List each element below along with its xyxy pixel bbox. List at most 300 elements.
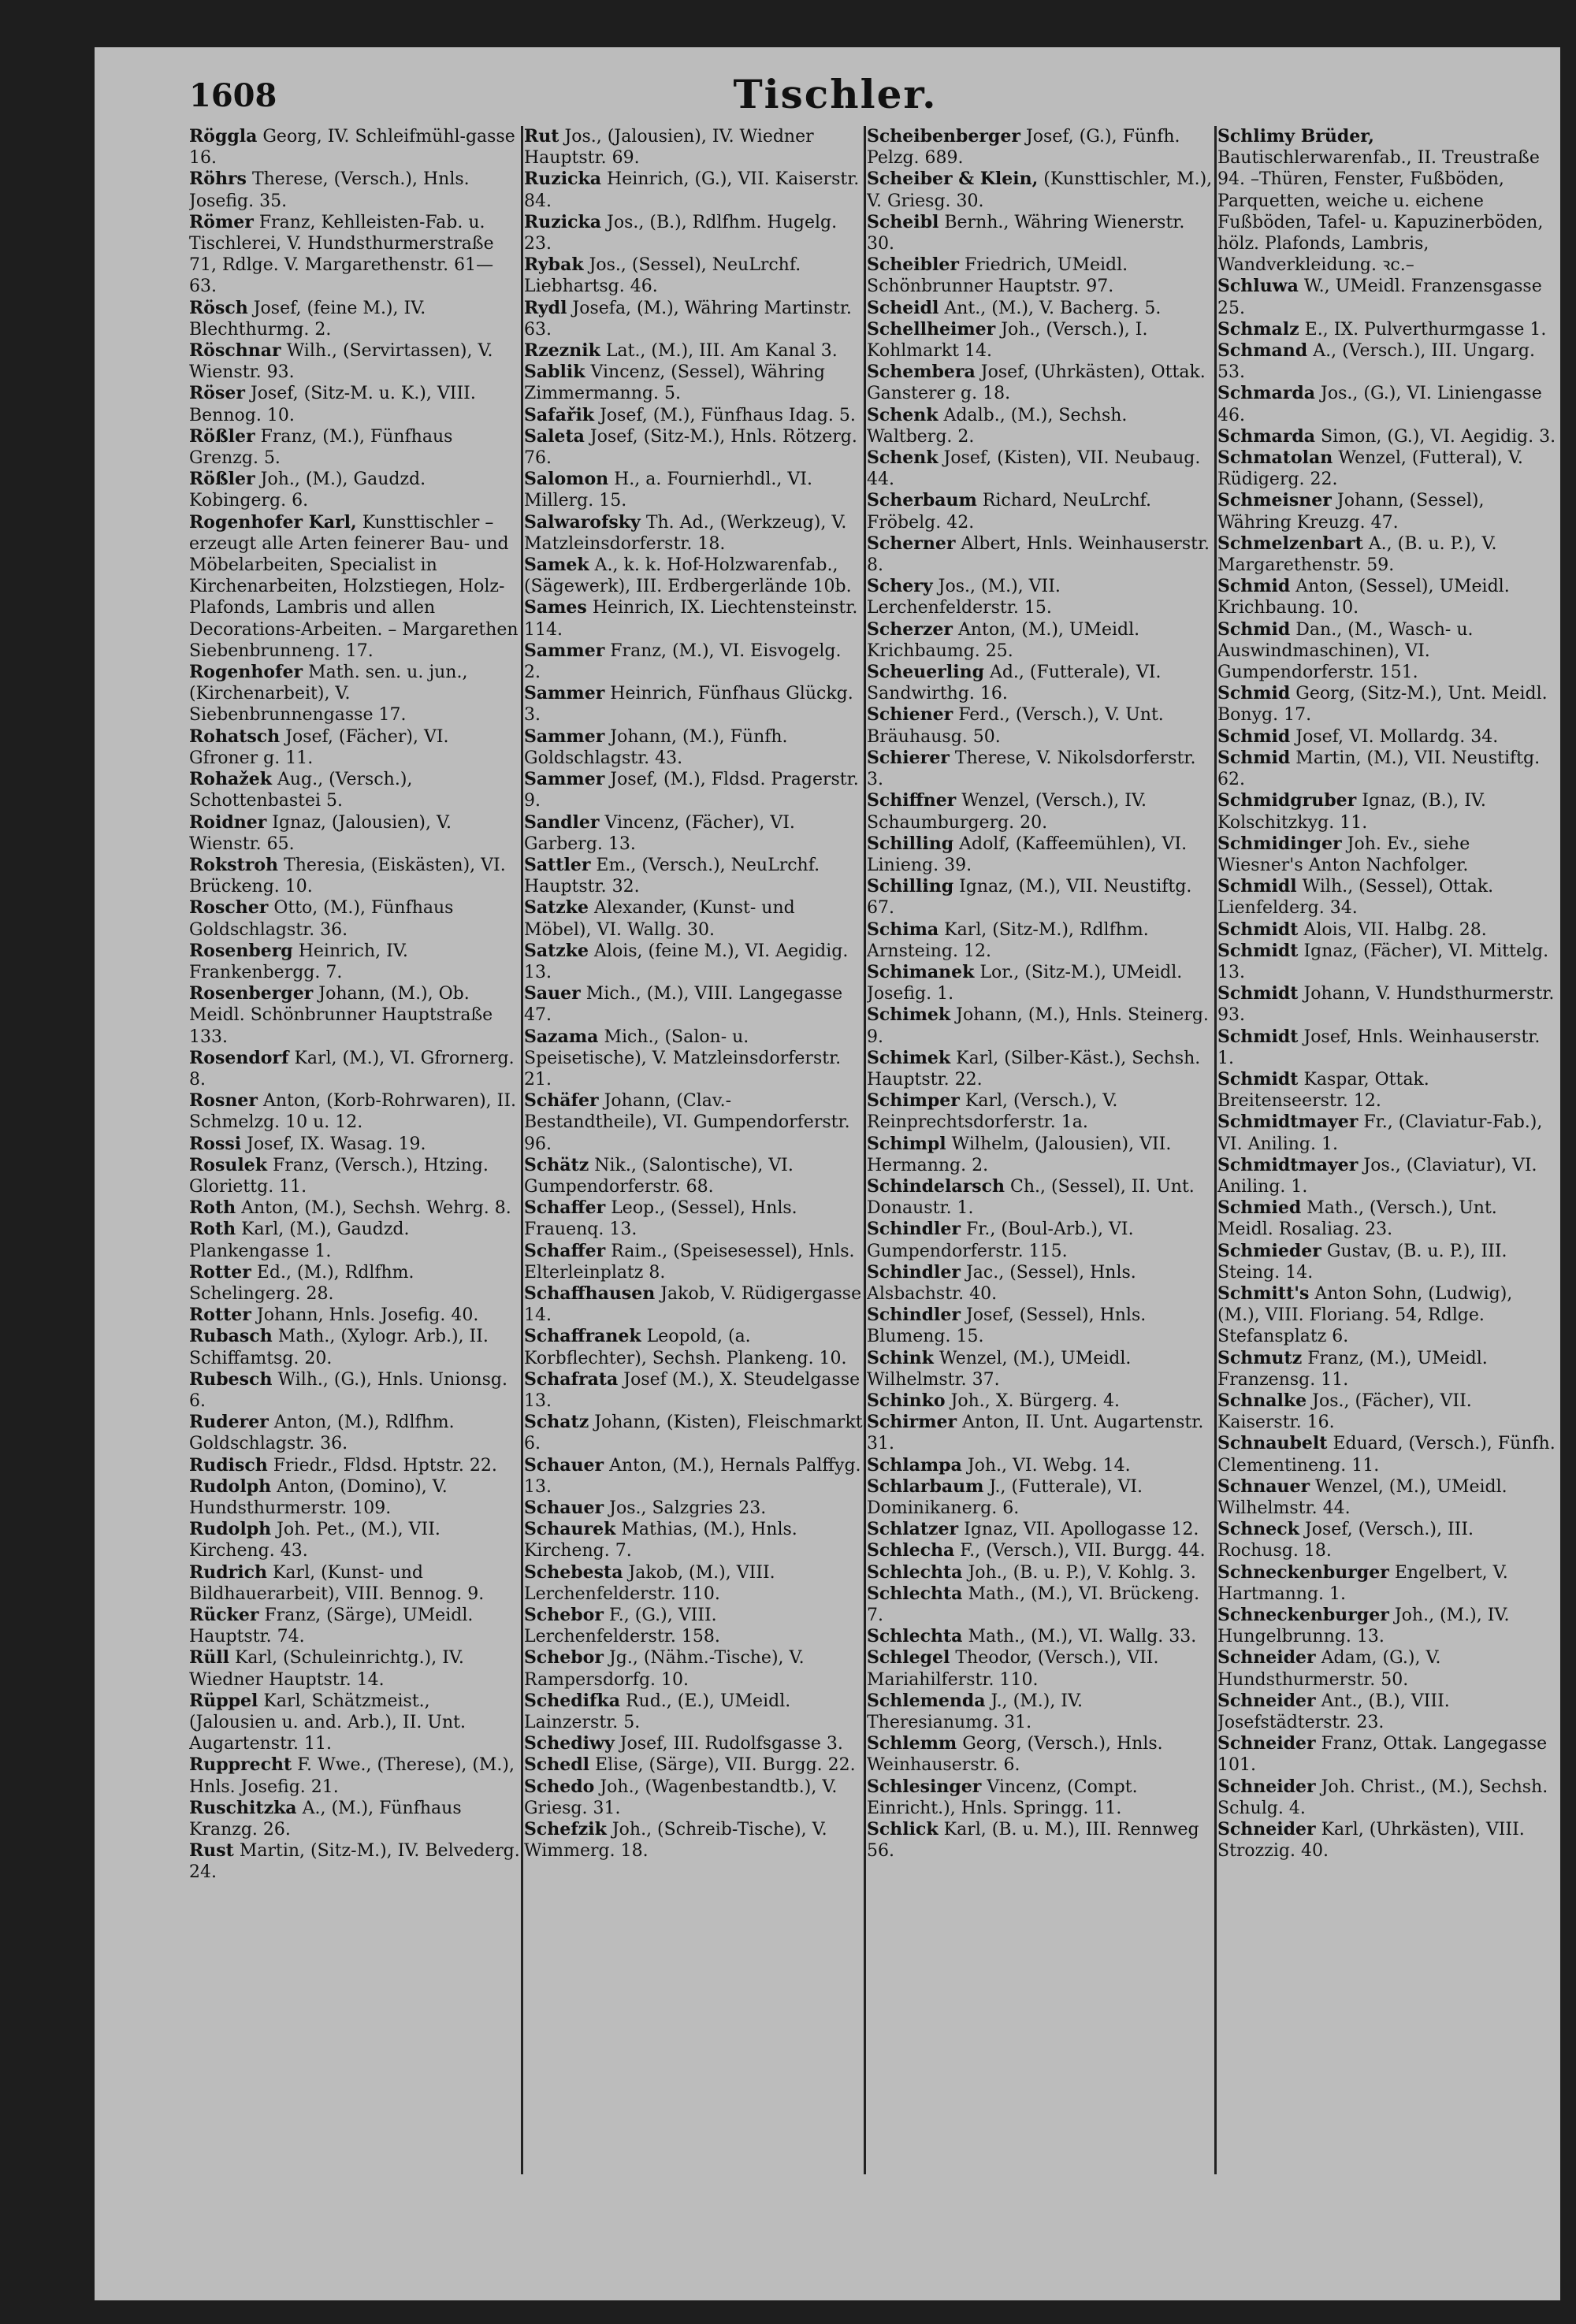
- entry-details: Martin, (Sitz-M.), IV. Belvederg. 24.: [189, 1841, 520, 1883]
- entry-name: Scheiber & Klein,: [867, 169, 1039, 190]
- entry-details: Richard, NeuLrchf. Fröbelg. 42.: [867, 491, 1151, 533]
- directory-entry: [189, 1519, 520, 1561]
- entry-details: Ignaz, (Jalousien), V. Wienstr. 65.: [189, 812, 452, 854]
- entry-name: Schlampa: [867, 1454, 962, 1476]
- entry-details: Math., (Xylogr. Arb.), II. Schiffamtsg. 20.: [189, 1327, 489, 1368]
- entry-name: Schindler: [867, 1305, 961, 1326]
- directory-entry: [189, 855, 520, 897]
- directory-entry: [1217, 447, 1556, 490]
- entry-name: Sammer: [524, 640, 605, 661]
- entry-details: Adolf, (Kaffeemühlen), VI. Linieng. 39.: [867, 833, 1188, 875]
- directory-entry: [867, 1390, 1214, 1412]
- entry-details: Wilhelm, (Jalousien), VII. Hermanng. 2.: [867, 1134, 1172, 1175]
- entry-details: Leop., (Sessel), Hnls. Frauenq. 13.: [524, 1198, 797, 1240]
- entry-details: Theresia, (Eiskästen), VI. Brückeng. 10.: [189, 855, 506, 897]
- entry-details: A., (Versch.), III. Ungarg. 53.: [1217, 341, 1535, 383]
- entry-name: Sauer: [524, 983, 581, 1004]
- entry-name: Rubesch: [189, 1368, 273, 1390]
- directory-column-3: [867, 126, 1214, 2174]
- entry-details: Franz, (M.), VI. Eisvogelg. 2.: [524, 640, 842, 683]
- directory-entry: [189, 298, 520, 340]
- entry-details: Anton, (Sessel), UMeidl. Krichbaung. 10.: [1217, 577, 1510, 618]
- entry-details: Josef, (Uhrkästen), Ottak. Gansterer g. 18.: [867, 362, 1206, 404]
- directory-entry: [867, 1583, 1214, 1626]
- directory-entry: [189, 983, 520, 1048]
- entry-name: Schebesta: [524, 1561, 623, 1583]
- entry-name: Schmidtmayer: [1217, 1112, 1359, 1133]
- entry-details: Karl, Schätzmeist., (Jalousien u. and. Arb.), II. Unt. Augartenstr. 11.: [189, 1691, 466, 1754]
- directory-entry: [867, 1176, 1214, 1219]
- directory-entry: [189, 1647, 520, 1690]
- entry-name: Schlechta: [867, 1626, 963, 1647]
- directory-entry: [524, 1026, 863, 1091]
- directory-entry: [1217, 876, 1556, 919]
- directory-entry: [524, 597, 863, 640]
- directory-entry: [867, 1819, 1214, 1862]
- entry-name: Scheibenberger: [867, 126, 1020, 147]
- directory-entry: [867, 1004, 1214, 1047]
- directory-page: [95, 47, 1560, 2300]
- entry-details: Nik., (Salontische), VI. Gumpendorferstr. 68.: [524, 1155, 794, 1197]
- entry-name: Schäfer: [524, 1090, 599, 1112]
- entry-details: Em., (Versch.), NeuLrchf. Hauptstr. 32.: [524, 855, 820, 897]
- page-title: Tischler.: [733, 71, 938, 117]
- directory-entry: [189, 1155, 520, 1197]
- entry-details: Ad., (Futterale), VI. Sandwirthg. 16.: [867, 663, 1162, 704]
- entry-details: Lat., (M.), III. Am Kanal 3.: [605, 341, 838, 362]
- directory-entry: [1217, 276, 1556, 318]
- entry-name: Schmidt: [1217, 1068, 1299, 1090]
- entry-details: Johann, V. Hundsthurmerstr. 93.: [1217, 984, 1555, 1026]
- entry-name: Scherbaum: [867, 490, 977, 511]
- directory-entry: [867, 619, 1214, 662]
- entry-name: Schembera: [867, 362, 976, 383]
- directory-entry: [1217, 426, 1556, 447]
- directory-entry: [1217, 1691, 1556, 1733]
- directory-entry: [1217, 1283, 1556, 1348]
- directory-entry: [524, 169, 863, 211]
- entry-details: Jos., Salzgries 23.: [609, 1498, 767, 1518]
- entry-details: Ignaz, (M.), VII. Neustiftg. 67.: [867, 877, 1192, 919]
- directory-entry: [189, 1754, 520, 1797]
- directory-entry: [524, 1605, 863, 1647]
- entry-details: Wenzel, (Futteral), V. Rüdigerg. 22.: [1217, 448, 1523, 490]
- entry-details: Ant., (M.), V. Bacherg. 5.: [944, 298, 1162, 318]
- entry-details: Joh., (B. u. P.), V. Kohlg. 3.: [968, 1562, 1196, 1583]
- entry-details: Franz, (Versch.), Htzing. Gloriettg. 11.: [189, 1155, 489, 1197]
- directory-entry: [1217, 1112, 1556, 1154]
- entry-details: Aug., (Versch.), Schottenbastei 5.: [189, 770, 413, 811]
- entry-details: Kaspar, Ottak. Breitenseerstr. 12.: [1217, 1069, 1429, 1112]
- entry-name: Scheibl: [867, 211, 939, 232]
- entry-details: Albert, Hnls. Weinhauserstr. 8.: [867, 533, 1210, 576]
- entry-name: Schaffer: [524, 1197, 606, 1219]
- entry-name: Schebor: [524, 1605, 604, 1626]
- directory-entry: [1217, 1605, 1556, 1647]
- entry-details: A., k. k. Hof-Holzwarenfab., (Sägewerk), III. Erdbergerlände 10b.: [524, 555, 852, 597]
- directory-entry: [189, 1562, 520, 1605]
- directory-entry: [189, 126, 520, 169]
- entry-details: Josef, Hnls. Weinhauserstr. 1.: [1217, 1026, 1541, 1068]
- entry-name: Schmid: [1217, 576, 1291, 597]
- directory-entry: [1217, 619, 1556, 684]
- entry-name: Rösch: [189, 297, 248, 318]
- entry-name: Schatz: [524, 1412, 589, 1433]
- entry-name: Schneck: [1217, 1519, 1299, 1540]
- entry-name: Roidner: [189, 811, 267, 833]
- entry-name: Röschnar: [189, 340, 281, 362]
- directory-entry: [1217, 1647, 1556, 1690]
- entry-details: Joh., VI. Webg. 14.: [967, 1455, 1131, 1476]
- entry-details: Jos., (B.), Rdlfhm. Hugelg. 23.: [524, 212, 838, 254]
- entry-details: Wenzel, (Versch.), IV. Schaumburgerg. 20.: [867, 791, 1147, 833]
- entry-details: Eduard, (Versch.), Fünfh. Clementineng. 11.: [1217, 1434, 1556, 1476]
- entry-name: Schedo: [524, 1776, 595, 1797]
- entry-name: Röhrs: [189, 169, 247, 190]
- directory-entry: [189, 169, 520, 211]
- entry-name: Schmalz: [1217, 318, 1299, 340]
- directory-entry: [1217, 1241, 1556, 1283]
- entry-name: Rosendorf: [189, 1047, 289, 1068]
- entry-name: Schauer: [524, 1498, 604, 1518]
- entry-name: Schlick: [867, 1819, 939, 1840]
- entry-name: Rybak: [524, 254, 584, 276]
- entry-details: Kunsttischler – erzeugt alle Arten feinerer Bau- und Möbelarbeiten, Specialist in Kirchenarbeiten, Holzstiegen, Holz-Plafonds, Lambris und allen Decorations-Arbeiten. – Margarethen Siebenbrunneng. 17.: [189, 512, 519, 661]
- directory-entry: [1217, 919, 1556, 941]
- entry-name: Schmidt: [1217, 983, 1299, 1004]
- entry-name: Rogenhofer Karl,: [189, 511, 357, 533]
- directory-entry: [524, 1647, 863, 1690]
- entry-details: Math., (M.), VI. Wallg. 33.: [968, 1627, 1197, 1647]
- directory-entry: [1217, 1197, 1556, 1240]
- entry-details: Josef, (Sessel), Hnls. Blumeng. 15.: [867, 1305, 1147, 1347]
- directory-column-1: [189, 126, 520, 2174]
- directory-entry: [867, 1626, 1214, 1647]
- entry-name: Schimper: [867, 1090, 960, 1112]
- entry-details: Johann, Hnls. Josefig. 40.: [256, 1305, 479, 1326]
- entry-details: Vincenz, (Compt. Einricht.), Hnls. Springg. 11.: [867, 1776, 1138, 1818]
- entry-name: Schätz: [524, 1154, 589, 1175]
- entry-name: Safařik: [524, 404, 595, 425]
- entry-name: Schirmer: [867, 1412, 957, 1433]
- directory-entry: [867, 169, 1214, 211]
- entry-details: Ch., (Sessel), II. Unt. Donaustr. 1.: [867, 1176, 1195, 1219]
- directory-entry: [524, 897, 863, 940]
- entry-name: Schmitt's: [1217, 1283, 1310, 1304]
- entry-details: Ferd., (Versch.), V. Unt. Bräuhausg. 50.: [867, 705, 1164, 747]
- entry-name: Schmidgruber: [1217, 790, 1357, 811]
- entry-details: Georg, (Versch.), Hnls. Weinhauserstr. 6.: [867, 1734, 1163, 1776]
- page-header: [189, 63, 1481, 134]
- entry-name: Scheidl: [867, 297, 939, 318]
- directory-entry: [1217, 576, 1556, 618]
- entry-name: Schauer: [524, 1454, 604, 1476]
- entry-details: A., (M.), Fünfhaus Kranzg. 26.: [189, 1798, 462, 1840]
- directory-entry: [867, 790, 1214, 833]
- entry-name: Scheibler: [867, 254, 959, 276]
- entry-details: Georg, (Sitz-M.), Unt. Meidl. Bonyg. 17.: [1217, 684, 1548, 726]
- entry-details: H., a. Fournierhdl., VI. Millerg. 15.: [524, 470, 812, 511]
- entry-name: Schlemm: [867, 1733, 957, 1754]
- entry-details: Jos., (Claviatur), VI. Aniling. 1.: [1217, 1155, 1537, 1197]
- entry-details: Wilh., (G.), Hnls. Unionsg. 6.: [189, 1369, 508, 1411]
- entry-name: Schlimy Brüder,: [1217, 126, 1374, 147]
- directory-entry: [867, 1519, 1214, 1540]
- entry-details: Th. Ad., (Werkzeug), V. Matzleinsdorferstr. 18.: [524, 512, 847, 554]
- entry-details: Wenzel, (M.), UMeidl. Wilhelmstr. 37.: [867, 1348, 1132, 1390]
- entry-details: Anton, II. Unt. Augartenstr. 31.: [867, 1413, 1204, 1454]
- entry-name: Rosenberg: [189, 940, 293, 961]
- column-divider: [1214, 126, 1217, 2174]
- directory-entry: [524, 1197, 863, 1240]
- entry-name: Rüppel: [189, 1690, 258, 1711]
- entry-details: Ignaz, VII. Apollogasse 12.: [964, 1520, 1199, 1540]
- entry-name: Schmand: [1217, 340, 1308, 362]
- directory-entry: [867, 1348, 1214, 1390]
- directory-entry: [1217, 1390, 1556, 1433]
- entry-name: Schmidt: [1217, 1026, 1299, 1047]
- directory-entry: [1217, 383, 1556, 425]
- directory-entry: [1217, 319, 1556, 340]
- entry-name: Rosenberger: [189, 983, 314, 1004]
- directory-entry: [867, 533, 1214, 576]
- entry-details: Heinrich, IX. Liechtensteinstr. 114.: [524, 598, 858, 640]
- directory-entry: [189, 1262, 520, 1305]
- directory-entry: [189, 769, 520, 811]
- directory-entry: [867, 254, 1214, 297]
- directory-entry: [524, 1776, 863, 1819]
- entry-details: Vincenz, (Sessel), Währing Zimmermanng. 5.: [524, 362, 825, 404]
- directory-entry: [524, 1155, 863, 1197]
- entry-name: Ruzicka: [524, 211, 602, 232]
- directory-entry: [189, 1455, 520, 1476]
- entry-name: Schmid: [1217, 618, 1291, 640]
- entry-details: Karl, (Uhrkästen), VIII. Strozzig. 40.: [1217, 1820, 1525, 1862]
- entry-details: Josef, (M.), Fünfhaus Idag. 5.: [600, 405, 856, 425]
- entry-details: Anton, (M.), Rdlfhm. Goldschlagstr. 36.: [189, 1413, 455, 1454]
- entry-name: Schmidt: [1217, 940, 1299, 961]
- entry-details: Jos., (Sessel), NeuLrchf. Liebhartsg. 46.: [524, 255, 801, 297]
- entry-name: Rosner: [189, 1090, 258, 1112]
- directory-entry: [524, 1283, 863, 1326]
- entry-name: Sammer: [524, 683, 605, 704]
- entry-name: Schmid: [1217, 726, 1291, 747]
- directory-entry: [524, 769, 863, 811]
- entry-details: Joh., (Schreib-Tische), V. Wimmerg. 18.: [524, 1820, 827, 1862]
- entry-details: Joh. Pet., (M.), VII. Kircheng. 43.: [189, 1520, 440, 1561]
- entry-name: Schneider: [1217, 1690, 1316, 1711]
- entry-details: F. Wwe., (Therese), (M.), Hnls. Josefig. 21.: [189, 1755, 515, 1797]
- directory-entry: [524, 1090, 863, 1155]
- entry-details: Heinrich, Fünfhaus Glückg. 3.: [524, 684, 853, 726]
- directory-entry: [1217, 1026, 1556, 1069]
- entry-details: Anton, (Domino), V. Hundsthurmerstr. 109.: [189, 1476, 448, 1518]
- directory-entry: [1217, 941, 1556, 983]
- directory-entry: [189, 1197, 520, 1219]
- entry-name: Schmelzenbart: [1217, 533, 1363, 554]
- directory-entry: [1217, 1519, 1556, 1561]
- directory-entry: [867, 1305, 1214, 1347]
- entry-name: Schimek: [867, 1004, 951, 1026]
- directory-entry: [1217, 748, 1556, 790]
- directory-entry: [1217, 533, 1556, 576]
- entry-details: Wilh., (Sessel), Ottak. Lienfelderg. 34.: [1217, 877, 1494, 919]
- entry-name: Ruzicka: [524, 169, 602, 190]
- entry-name: Schefzik: [524, 1819, 607, 1840]
- entry-details: Anton, (Korb-Rohrwaren), II. Schmelzg. 10 u. 12.: [189, 1091, 517, 1133]
- entry-name: Schneider: [1217, 1733, 1316, 1754]
- entry-details: Karl, (Kunst- und Bildhauerarbeit), VIII. Bennog. 9.: [189, 1562, 485, 1604]
- entry-details: Joh., (M.), Gaudzd. Kobingerg. 6.: [189, 470, 426, 511]
- entry-details: Friedr., Fldsd. Hptstr. 22.: [273, 1455, 497, 1476]
- directory-entry: [867, 704, 1214, 747]
- directory-column-4: [1217, 126, 1556, 2174]
- entry-name: Rogenhofer: [189, 662, 303, 683]
- entry-name: Schierer: [867, 747, 950, 768]
- entry-name: Ruderer: [189, 1412, 269, 1433]
- entry-details: Johann, (M.), Fünfh. Goldschlagstr. 43.: [524, 726, 788, 768]
- directory-entry: [189, 1326, 520, 1368]
- entry-name: Saleta: [524, 425, 585, 447]
- directory-entry: [867, 362, 1214, 404]
- entry-name: Schinko: [867, 1390, 946, 1411]
- directory-entry: [524, 1498, 863, 1519]
- entry-name: Schima: [867, 919, 939, 940]
- entry-details: J., (M.), IV. Theresianumg. 31.: [867, 1691, 1084, 1733]
- directory-entry: [189, 1369, 520, 1412]
- directory-entry: [524, 469, 863, 511]
- entry-details: Friedrich, UMeidl. Schönbrunner Hauptstr. 97.: [867, 255, 1128, 297]
- directory-entry: [1217, 1348, 1556, 1390]
- entry-name: Rydl: [524, 297, 567, 318]
- directory-entry: [189, 426, 520, 469]
- entry-name: Schneider: [1217, 1776, 1316, 1797]
- entry-name: Scheuerling: [867, 662, 984, 683]
- entry-name: Schluwa: [1217, 276, 1299, 297]
- entry-details: Joh., (M.), IV. Hungelbrunng. 13.: [1217, 1606, 1510, 1647]
- entry-name: Rudrich: [189, 1561, 267, 1583]
- directory-entry: [189, 812, 520, 855]
- entry-name: Schiener: [867, 704, 953, 726]
- entry-details: Jac., (Sessel), Hnls. Alsbachstr. 40.: [867, 1262, 1136, 1304]
- entry-name: Schedifka: [524, 1690, 620, 1711]
- entry-details: Joh. Christ., (M.), Sechsh. Schulg. 4.: [1217, 1776, 1548, 1818]
- entry-name: Schmidtmayer: [1217, 1154, 1359, 1175]
- entry-name: Schmarda: [1217, 383, 1316, 404]
- directory-entry: [867, 298, 1214, 319]
- directory-entry: [524, 1369, 863, 1412]
- directory-entry: [1217, 1069, 1556, 1112]
- entry-name: Rüll: [189, 1647, 229, 1669]
- entry-details: Anton Sohn, (Ludwig), (M.), VIII. Floriang. 54, Rdlge. Stefansplatz 6.: [1217, 1283, 1513, 1347]
- entry-details: Otto, (M.), Fünfhaus Goldschlagstr. 36.: [189, 898, 454, 940]
- entry-details: Josef, (Versch.), III. Rochusg. 18.: [1217, 1520, 1474, 1561]
- entry-name: Scherzer: [867, 618, 953, 640]
- entry-details: Alexander, (Kunst- und Möbel), VI. Wallg. 30.: [524, 898, 795, 940]
- directory-entry: [524, 1562, 863, 1605]
- entry-details: Josef, (G.), Fünfh. Pelzg. 689.: [867, 127, 1180, 169]
- entry-name: Schmutz: [1217, 1347, 1303, 1368]
- entry-details: Leopold, (a. Korbflechter), Sechsh. Plankeng. 10.: [524, 1327, 847, 1368]
- entry-details: Franz, (M.), Fünfhaus Grenzg. 5.: [189, 426, 453, 469]
- directory-entry: [867, 447, 1214, 490]
- directory-entry: [524, 212, 863, 254]
- directory-entry: [867, 1562, 1214, 1583]
- directory-entry: [189, 1476, 520, 1519]
- entry-name: Sandler: [524, 811, 600, 833]
- entry-details: Therese, (Versch.), Hnls. Josefig. 35.: [189, 169, 470, 211]
- directory-entry: [867, 1476, 1214, 1519]
- entry-name: Schmied: [1217, 1197, 1302, 1219]
- entry-details: J., (Futterale), VI. Dominikanerg. 6.: [867, 1476, 1143, 1518]
- entry-name: Rosulek: [189, 1154, 267, 1175]
- entry-name: Schnaubelt: [1217, 1433, 1328, 1454]
- entry-name: Schellheimer: [867, 318, 996, 340]
- directory-entry: [1217, 790, 1556, 833]
- directory-entry: [867, 490, 1214, 533]
- entry-name: Röggla: [189, 126, 258, 147]
- directory-entry: [524, 1754, 863, 1776]
- entry-name: Schmieder: [1217, 1240, 1321, 1261]
- entry-details: F., (Versch.), VII. Burgg. 44.: [960, 1541, 1206, 1561]
- entry-name: Rotter: [189, 1261, 251, 1283]
- directory-entry: [867, 1455, 1214, 1476]
- entry-name: Schlechta: [867, 1583, 963, 1604]
- entry-details: Johann, (Clav.-Bestandtheile), VI. Gumpendorferstr. 96.: [524, 1091, 850, 1154]
- entry-name: Schindelarsch: [867, 1175, 1005, 1197]
- entry-details: Josef, (Fächer), VI. Gfroner g. 11.: [189, 726, 449, 768]
- entry-details: Math., (M.), VI. Brückeng. 7.: [867, 1583, 1200, 1626]
- directory-entry: [189, 1219, 520, 1261]
- entry-name: Schaffhausen: [524, 1283, 656, 1304]
- entry-details: Math., (Versch.), Unt. Meidl. Rosaliag. 23.: [1217, 1198, 1497, 1240]
- directory-entry: [189, 1691, 520, 1755]
- entry-name: Roscher: [189, 897, 269, 919]
- directory-entry: [189, 1412, 520, 1454]
- directory-entry: [867, 662, 1214, 704]
- directory-entry: [1217, 1562, 1556, 1605]
- entry-name: Salomon: [524, 469, 609, 490]
- entry-name: Schilling: [867, 876, 954, 897]
- entry-name: Samek: [524, 555, 589, 576]
- entry-details: Joh., (Wagenbestandtb.), V. Griesg. 31.: [524, 1776, 838, 1818]
- entry-name: Sattler: [524, 854, 591, 875]
- entry-name: Sablik: [524, 362, 585, 383]
- entry-details: Joh. Ev., siehe Wiesner's Anton Nachfolger.: [1217, 833, 1470, 875]
- entry-details: Josefa, (M.), Währing Martinstr. 63.: [524, 298, 852, 340]
- directory-entry: [867, 576, 1214, 618]
- directory-entry: [524, 855, 863, 897]
- entry-details: Wenzel, (M.), UMeidl. Wilhelmstr. 44.: [1217, 1476, 1507, 1518]
- entry-details: Jos., (Jalousien), IV. Wiedner Hauptstr. 69.: [524, 127, 814, 169]
- directory-entry: [524, 640, 863, 683]
- entry-details: Dan., (M., Wasch- u. Auswindmaschinen), VI. Gumpendorferstr. 151.: [1217, 619, 1474, 683]
- entry-details: Alois, VII. Halbg. 28.: [1303, 919, 1487, 940]
- entry-details: Jos., (M.), VII. Lerchenfelderstr. 15.: [867, 577, 1061, 618]
- entry-name: Schediwy: [524, 1733, 615, 1754]
- entry-details: Joh., X. Bürgerg. 4.: [950, 1390, 1120, 1411]
- entry-name: Rohatsch: [189, 726, 281, 747]
- entry-details: Raim., (Speisesessel), Hnls. Elterleinplatz 8.: [524, 1241, 855, 1283]
- directory-entry: [524, 812, 863, 855]
- directory-entry: [867, 833, 1214, 876]
- entry-details: Engelbert, V. Hartmanng. 1.: [1217, 1562, 1508, 1604]
- entry-details: Alois, (feine M.), VI. Aegidig. 13.: [524, 941, 849, 982]
- entry-name: Schimanek: [867, 961, 975, 982]
- directory-entry: [1217, 1155, 1556, 1197]
- entry-name: Schebor: [524, 1647, 604, 1669]
- entry-name: Schmeisner: [1217, 490, 1332, 511]
